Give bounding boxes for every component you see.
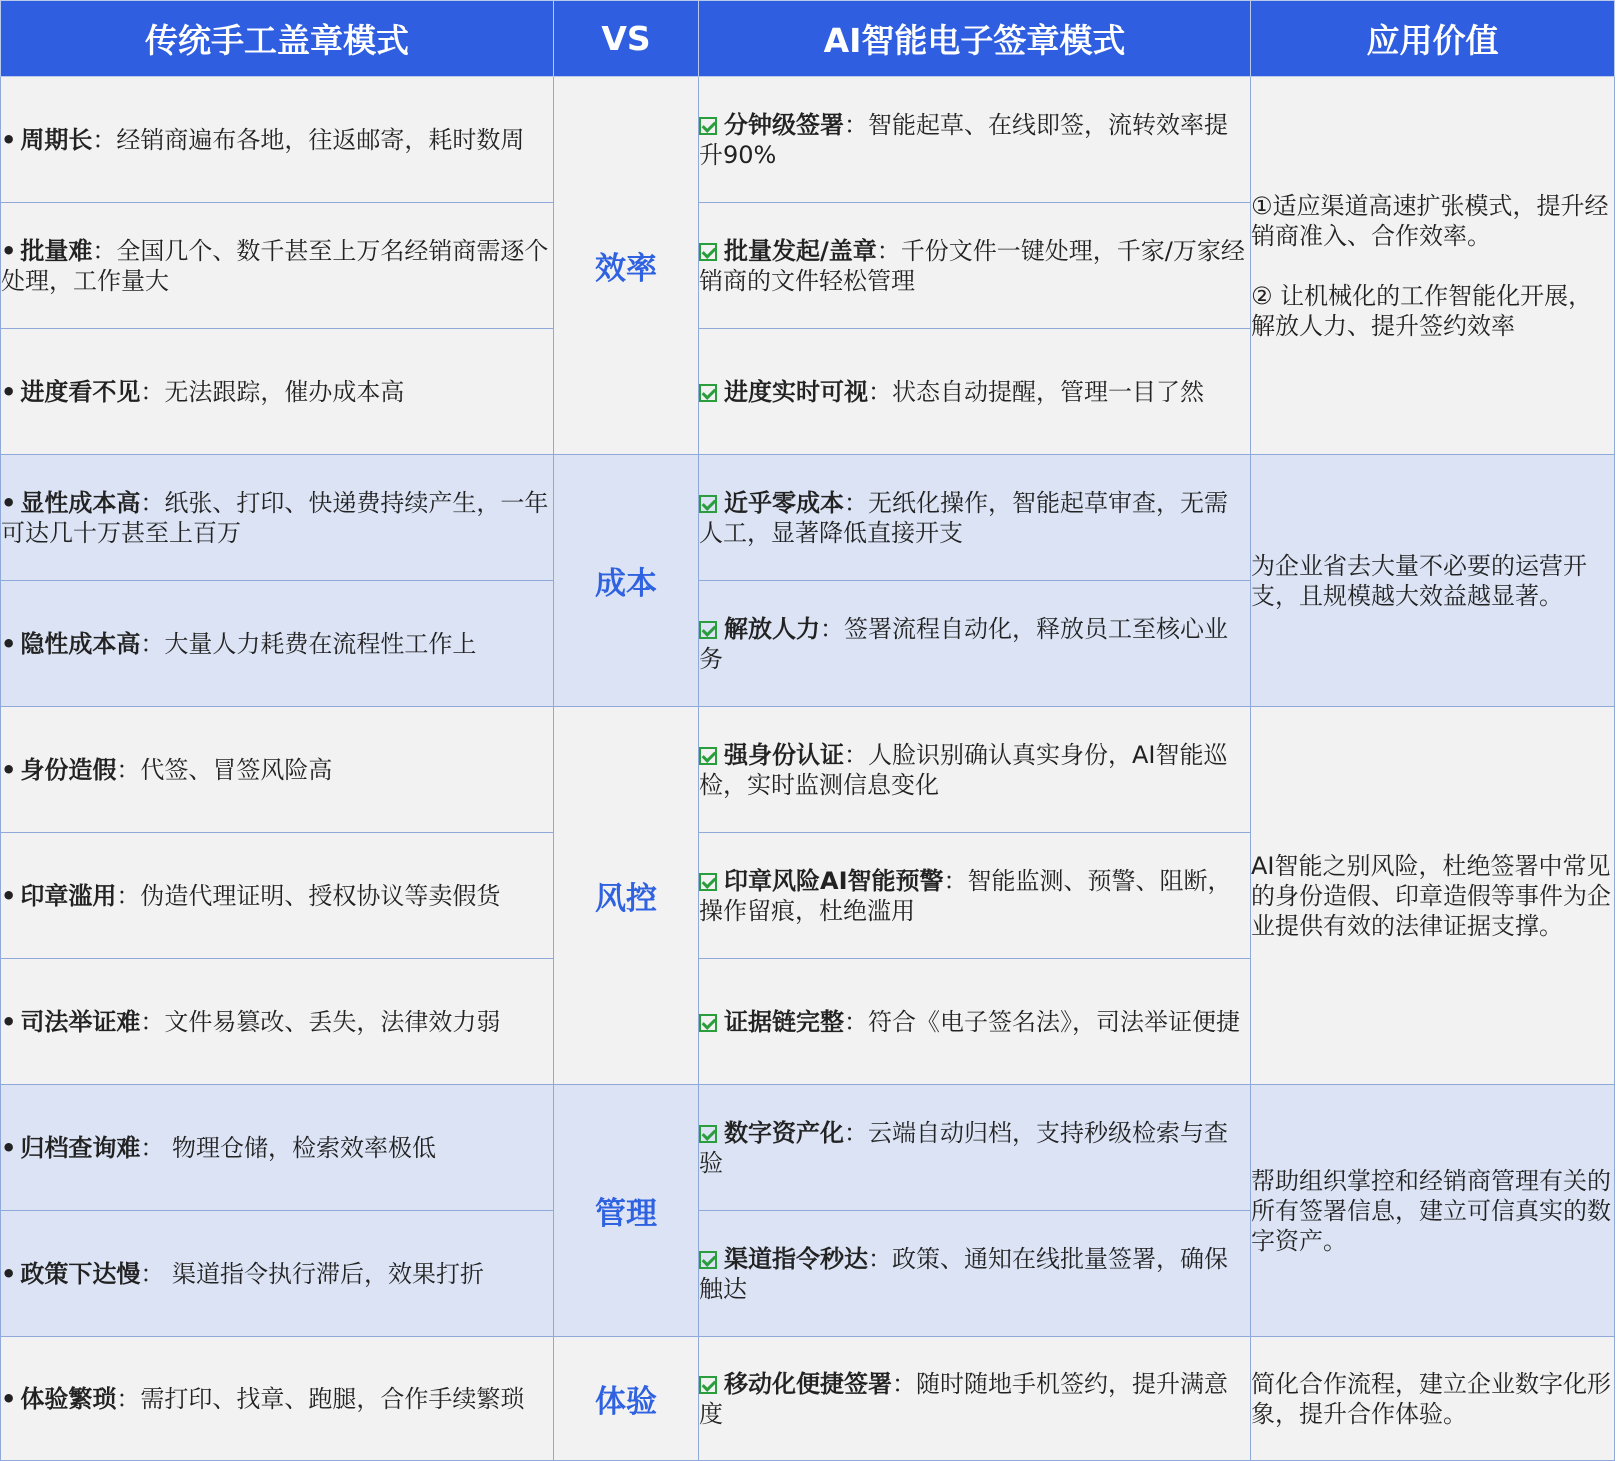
traditional-cell — [1, 707, 554, 833]
ai-item-text: ：云端自动归档，支持秒级检索与查验 — [699, 1118, 1228, 1177]
ai-item-text: ：符合《电子签名法》，司法举证便捷 — [844, 1007, 1240, 1036]
bullet-icon: • — [1, 1133, 17, 1162]
ai-item-title: 分钟级签署 — [724, 110, 844, 139]
ai-item-title: 近乎零成本 — [724, 488, 844, 517]
ai-item-title: 批量发起/盖章 — [724, 236, 877, 265]
traditional-item-title: 隐性成本高 — [20, 629, 141, 658]
ai-item-title: 强身份认证 — [724, 740, 844, 769]
traditional-cell — [1, 1211, 554, 1337]
ai-item-text: ：智能起草、在线即签，流转效率提升90% — [699, 110, 1228, 169]
ai-cell — [699, 455, 1251, 581]
checkbox-icon — [699, 1251, 717, 1269]
category-cell: 管理 — [554, 1085, 699, 1337]
bullet-icon: • — [1, 1007, 17, 1036]
table-row — [1, 455, 1615, 581]
ai-item-title: 数字资产化 — [724, 1118, 844, 1147]
traditional-item-title: 进度看不见 — [20, 377, 141, 406]
traditional-item-text: ：代签、冒签风险高 — [116, 755, 333, 784]
ai-cell — [699, 329, 1251, 455]
bullet-icon: • — [1, 236, 17, 265]
ai-item-title: 渠道指令秒达 — [724, 1244, 868, 1273]
checkbox-icon — [699, 1014, 717, 1032]
ai-item-text: ：无纸化操作，智能起草审查，无需人工，显著降低直接开支 — [699, 488, 1228, 547]
traditional-item-title: 批量难 — [20, 236, 93, 265]
traditional-cell — [1, 1337, 554, 1461]
traditional-cell — [1, 329, 554, 455]
bullet-icon: • — [1, 1259, 17, 1288]
bullet-icon: • — [1, 125, 17, 154]
traditional-item-title: 周期长 — [20, 125, 93, 154]
bullet-icon: • — [1, 1384, 17, 1413]
traditional-item-text: ：需打印、找章、跑腿，合作手续繁琐 — [116, 1384, 525, 1413]
traditional-item-title: 体验繁琐 — [20, 1384, 117, 1413]
header-vs: VS — [554, 1, 699, 77]
ai-item-text: ：状态自动提醒，管理一目了然 — [868, 377, 1204, 406]
checkbox-icon — [699, 1125, 717, 1143]
traditional-item-text: ：经销商遍布各地，往返邮寄，耗时数周 — [92, 125, 525, 154]
ai-cell — [699, 77, 1251, 203]
ai-item-title: 印章风险AI智能预警 — [724, 866, 944, 895]
category-cell: 风控 — [554, 707, 699, 1085]
ai-item-title: 移动化便捷签署 — [724, 1369, 892, 1398]
category-cell: 成本 — [554, 455, 699, 707]
ai-item-text: ：签署流程自动化，释放员工至核心业务 — [699, 614, 1228, 673]
ai-cell — [699, 581, 1251, 707]
ai-item-text: ：随时随地手机签约，提升满意度 — [699, 1369, 1228, 1428]
traditional-item-text: ：大量人力耗费在流程性工作上 — [140, 629, 477, 658]
table-row — [1, 77, 1615, 203]
value-cell: AI智能之别风险，杜绝签署中常见的身份造假、印章造假等事件为企业提供有效的法律证据支撑。 — [1251, 707, 1615, 1085]
ai-cell — [699, 203, 1251, 329]
traditional-item-title: 印章滥用 — [20, 881, 117, 910]
value-cell: 为企业省去大量不必要的运营开支，且规模越大效益越显著。 — [1251, 455, 1615, 707]
header-row — [1, 1, 1615, 77]
traditional-cell — [1, 77, 554, 203]
table-row — [1, 1337, 1615, 1461]
category-cell: 体验 — [554, 1337, 699, 1461]
traditional-item-text: ： 渠道指令执行滞后，效果打折 — [140, 1259, 484, 1288]
ai-cell — [699, 1211, 1251, 1337]
traditional-cell — [1, 581, 554, 707]
traditional-cell — [1, 1085, 554, 1211]
ai-item-title: 证据链完整 — [724, 1007, 844, 1036]
checkbox-icon — [699, 495, 717, 513]
checkbox-icon — [699, 873, 717, 891]
category-cell: 效率 — [554, 77, 699, 455]
traditional-item-text: ：无法跟踪，催办成本高 — [140, 377, 405, 406]
traditional-item-text: ：纸张、打印、快递费持续产生，一年可达几十万甚至上百万 — [1, 488, 549, 547]
traditional-cell — [1, 203, 554, 329]
traditional-cell — [1, 959, 554, 1085]
table-row — [1, 707, 1615, 833]
checkbox-icon — [699, 1376, 717, 1394]
checkbox-icon — [699, 384, 717, 402]
traditional-cell — [1, 833, 554, 959]
checkbox-icon — [699, 117, 717, 135]
traditional-item-title: 政策下达慢 — [20, 1259, 141, 1288]
traditional-item-text: ：伪造代理证明、授权协议等卖假货 — [116, 881, 501, 910]
bullet-icon: • — [1, 881, 17, 910]
ai-item-title: 解放人力 — [724, 614, 820, 643]
ai-cell — [699, 833, 1251, 959]
traditional-item-title: 显性成本高 — [20, 488, 141, 517]
ai-cell — [699, 707, 1251, 833]
ai-cell — [699, 959, 1251, 1085]
checkbox-icon — [699, 621, 717, 639]
value-cell: 帮助组织掌控和经销商管理有关的所有签署信息，建立可信真实的数字资产。 — [1251, 1085, 1615, 1337]
ai-item-text: ：人脸识别确认真实身份，AI智能巡检，实时监测信息变化 — [699, 740, 1228, 799]
header-value: 应用价值 — [1251, 1, 1615, 77]
value-cell: 简化合作流程，建立企业数字化形象，提升合作体验。 — [1251, 1337, 1615, 1461]
traditional-cell — [1, 455, 554, 581]
traditional-item-title: 归档查询难 — [20, 1133, 141, 1162]
traditional-item-text: ：文件易篡改、丢失，法律效力弱 — [140, 1007, 501, 1036]
ai-item-text: ：智能监测、预警、阻断，操作留痕，杜绝滥用 — [699, 866, 1232, 925]
header-ai: AI智能电子签章模式 — [699, 1, 1251, 77]
ai-item-title: 进度实时可视 — [724, 377, 868, 406]
bullet-icon: • — [1, 488, 17, 517]
traditional-item-title: 身份造假 — [20, 755, 117, 784]
traditional-item-text: ：全国几个、数千甚至上万名经销商需逐个处理，工作量大 — [1, 236, 549, 295]
traditional-item-text: ： 物理仓储，检索效率极低 — [140, 1133, 436, 1162]
traditional-item-title: 司法举证难 — [20, 1007, 141, 1036]
value-cell: ①适应渠道高速扩张模式，提升经销商准入、合作效率。 ② 让机械化的工作智能化开展，解放人力、提升签约效率 — [1251, 77, 1615, 455]
header-traditional: 传统手工盖章模式 — [1, 1, 554, 77]
bullet-icon: • — [1, 755, 17, 784]
ai-item-text: ：千份文件一键处理，千家/万家经销商的文件轻松管理 — [699, 236, 1245, 295]
table-row — [1, 1085, 1615, 1211]
bullet-icon: • — [1, 629, 17, 658]
ai-cell — [699, 1085, 1251, 1211]
checkbox-icon — [699, 243, 717, 261]
ai-item-text: ：政策、通知在线批量签署，确保触达 — [699, 1244, 1228, 1303]
ai-cell — [699, 1337, 1251, 1461]
checkbox-icon — [699, 747, 717, 765]
bullet-icon: • — [1, 377, 17, 406]
